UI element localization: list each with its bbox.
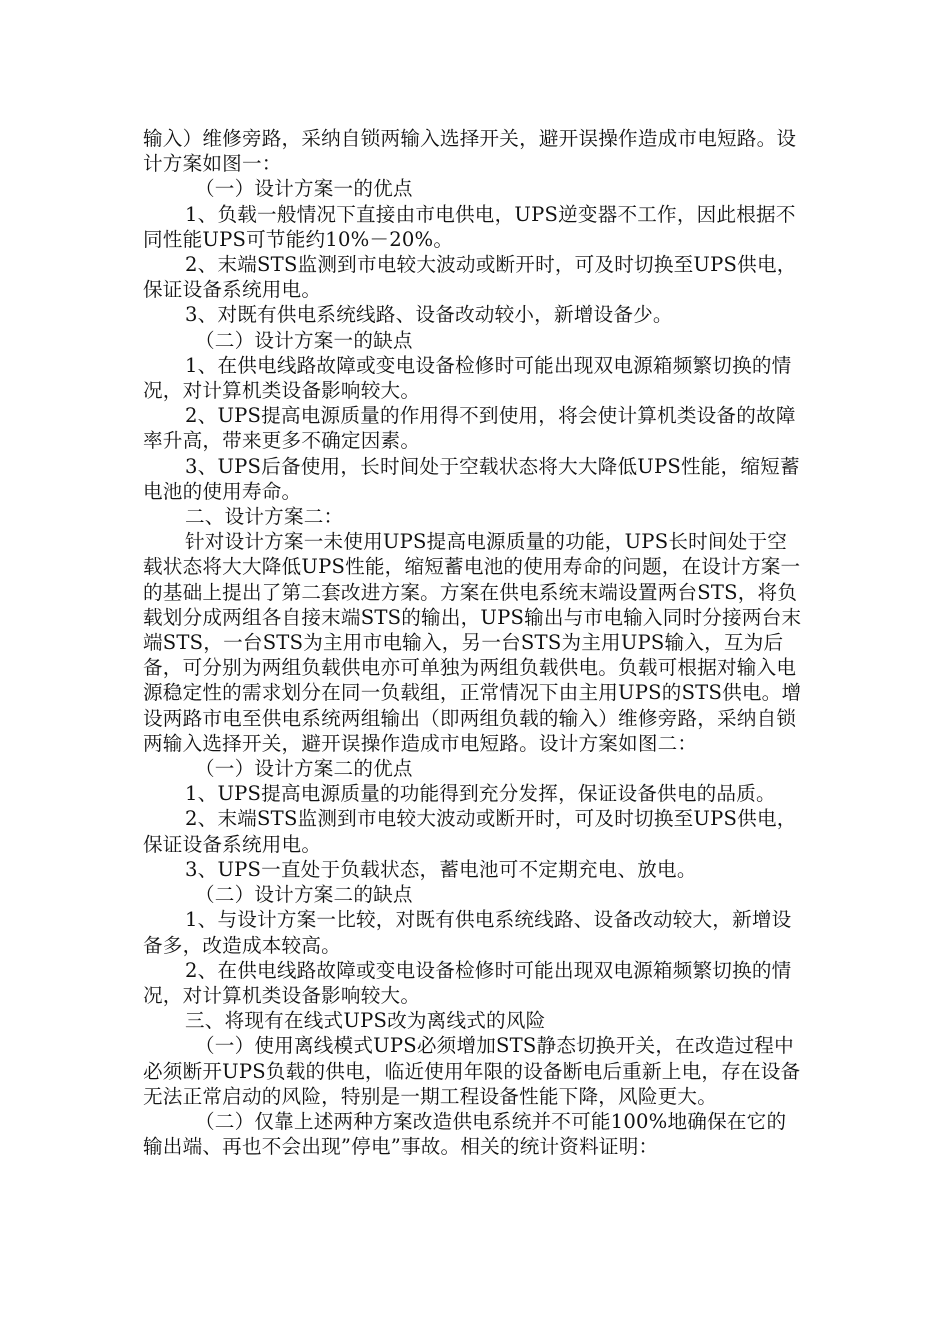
paragraph-plan1-adv-3: 3、对既有供电系统线路、设备改动较小，新增设备少。 bbox=[185, 303, 673, 327]
heading-plan1-disadvantages: （二）设计方案一的缺点 bbox=[195, 328, 413, 352]
paragraph-risk-2: （二）仅靠上述两种方案改造供电系统并不可能100%地确保在它的输出端、再也不会出现”停电”事故。相关的统计资料证明： bbox=[143, 1109, 787, 1159]
paragraph-plan1-dis-2: 2、UPS提高电源质量的作用得不到使用，将会使计算机类设备的故障率升高，带来更多不确定因素。 bbox=[143, 404, 796, 453]
paragraph-plan1-adv-2: 2、末端STS监测到市电较大波动或断开时，可及时切换至UPS供电，保证设备系统用电。 bbox=[143, 253, 797, 302]
paragraph-plan2-dis-1: 1、与设计方案一比较，对既有供电系统线路、设备改动较大，新增设备多，改造成本较高。 bbox=[143, 908, 792, 957]
heading-risks: 三、将现有在线式UPS改为离线式的风险 bbox=[185, 1009, 546, 1033]
paragraph-plan2-description: 针对设计方案一未使用UPS提高电源质量的功能，UPS长时间处于空载状态将大大降低UPS性能，缩短蓄电池的使用寿命的问题，在设计方案一的基础上提出了第二套改进方案。方案在供电系统末端设置两台STS，将负载划分成两组各自接末端STS的输出，UPS输出与市电输入同时分接两台末端STS，一台STS为主用市电输入，另一台STS为主用UPS输入，互为后备，可分别为两组负载供电亦可单独为两组负载供电。负载可根据对输入电源稳定性的需求划分在同一负载组，正常情况下由主用UPS的STS供电。增设两路市电至供电系统两组输出（即两组负载的输入）维修旁路，采纳自锁两输入选择开关，避开误操作造成市电短路。设计方案如图二： bbox=[143, 530, 802, 755]
paragraph-plan2-adv-2: 2、末端STS监测到市电较大波动或断开时，可及时切换至UPS供电，保证设备系统用电。 bbox=[143, 807, 797, 856]
paragraph-plan2-dis-2: 2、在供电线路故障或变电设备检修时可能出现双电源箱频繁切换的情况，对计算机类设备影响较大。 bbox=[143, 958, 792, 1007]
paragraph-plan1-dis-1: 1、在供电线路故障或变电设备检修时可能出现双电源箱频繁切换的情况，对计算机类设备影响较大。 bbox=[143, 353, 792, 403]
heading-plan2-advantages: （一）设计方案二的优点 bbox=[195, 757, 413, 781]
heading-plan2: 二、设计方案二： bbox=[185, 505, 344, 529]
paragraph-plan2-adv-1: 1、UPS提高电源质量的功能得到充分发挥，保证设备供电的品质。 bbox=[185, 782, 776, 806]
paragraph-plan1-dis-3: 3、UPS后备使用，长时间处于空载状态将大大降低UPS性能，缩短蓄电池的使用寿命。 bbox=[143, 454, 800, 503]
paragraph-plan2-adv-3: 3、UPS一直处于负载状态，蓄电池可不定期充电、放电。 bbox=[185, 857, 697, 881]
heading-plan2-disadvantages: （二）设计方案二的缺点 bbox=[195, 883, 413, 907]
document-page bbox=[143, 126, 803, 1159]
paragraph-intro-continuation: 输入）维修旁路，采纳自锁两输入选择开关，避开误操作造成市电短路。设计方案如图一： bbox=[143, 127, 797, 176]
paragraph-plan1-adv-1: 1、负载一般情况下直接由市电供电，UPS逆变器不工作，因此根据不同性能UPS可节能约10%－20%。 bbox=[143, 202, 796, 251]
heading-plan1-advantages: （一）设计方案一的优点 bbox=[195, 177, 413, 201]
paragraph-risk-1: （一）使用离线模式UPS必须增加STS静态切换开关，在改造过程中必须断开UPS负载的供电，临近使用年限的设备断电后重新上电，存在设备无法正常启动的风险，特别是一期工程设备性能下降，风险更大。 bbox=[143, 1034, 801, 1108]
